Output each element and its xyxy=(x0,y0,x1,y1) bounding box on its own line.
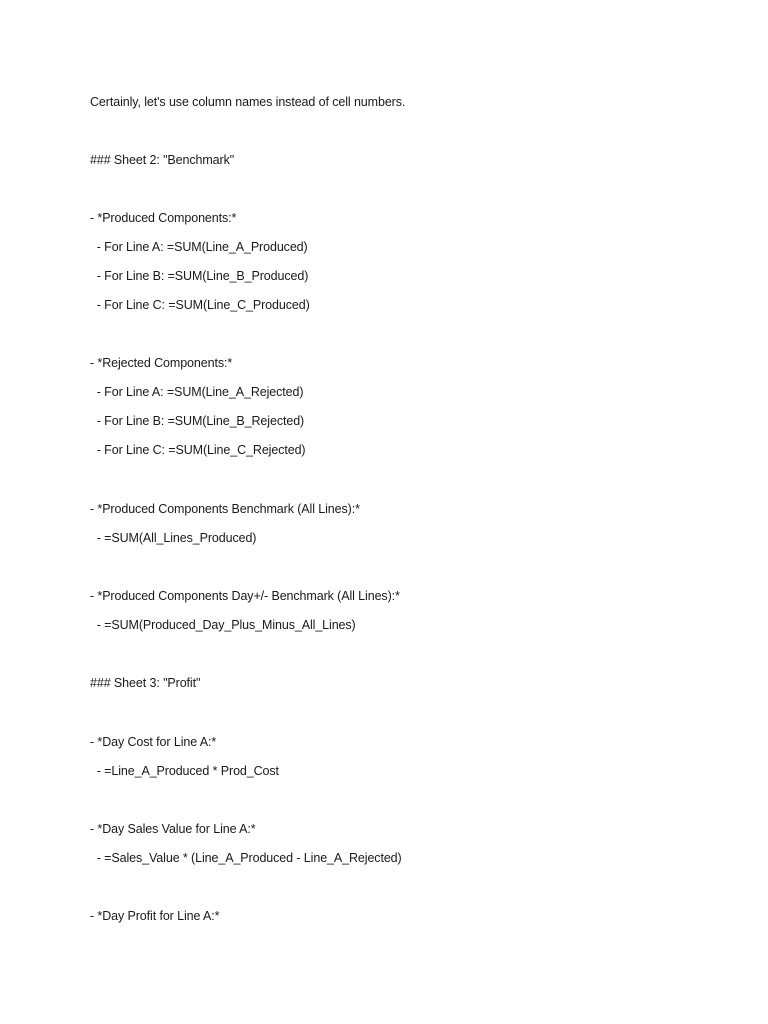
sheet3-heading: ### Sheet 3: "Profit" xyxy=(90,676,201,690)
day-cost-title: - *Day Cost for Line A:* xyxy=(90,735,217,749)
benchmark-all-formula: - =SUM(All_Lines_Produced) xyxy=(90,531,257,545)
produced-line-a: - For Line A: =SUM(Line_A_Produced) xyxy=(90,240,308,254)
day-sales-formula: - =Sales_Value * (Line_A_Produced - Line_A_Rejected) xyxy=(90,851,402,865)
rejected-line-c: - For Line C: =SUM(Line_C_Rejected) xyxy=(90,443,306,457)
rejected-line-b: - For Line B: =SUM(Line_B_Rejected) xyxy=(90,414,305,428)
sheet2-heading: ### Sheet 2: "Benchmark" xyxy=(90,153,235,167)
rejected-components-title: - *Rejected Components:* xyxy=(90,356,233,370)
intro-text: Certainly, let's use column names instead of cell numbers. xyxy=(90,95,406,109)
day-cost-formula: - =Line_A_Produced * Prod_Cost xyxy=(90,764,279,778)
produced-line-c: - For Line C: =SUM(Line_C_Produced) xyxy=(90,298,310,312)
produced-components-title: - *Produced Components:* xyxy=(90,211,237,225)
rejected-line-a: - For Line A: =SUM(Line_A_Rejected) xyxy=(90,385,304,399)
day-benchmark-all-formula: - =SUM(Produced_Day_Plus_Minus_All_Lines) xyxy=(90,618,356,632)
produced-line-b: - For Line B: =SUM(Line_B_Produced) xyxy=(90,269,309,283)
day-benchmark-all-title: - *Produced Components Day+/- Benchmark (All Lines):* xyxy=(90,589,400,603)
benchmark-all-title: - *Produced Components Benchmark (All Lines):* xyxy=(90,502,360,516)
day-sales-title: - *Day Sales Value for Line A:* xyxy=(90,822,256,836)
day-profit-title: - *Day Profit for Line A:* xyxy=(90,909,220,923)
